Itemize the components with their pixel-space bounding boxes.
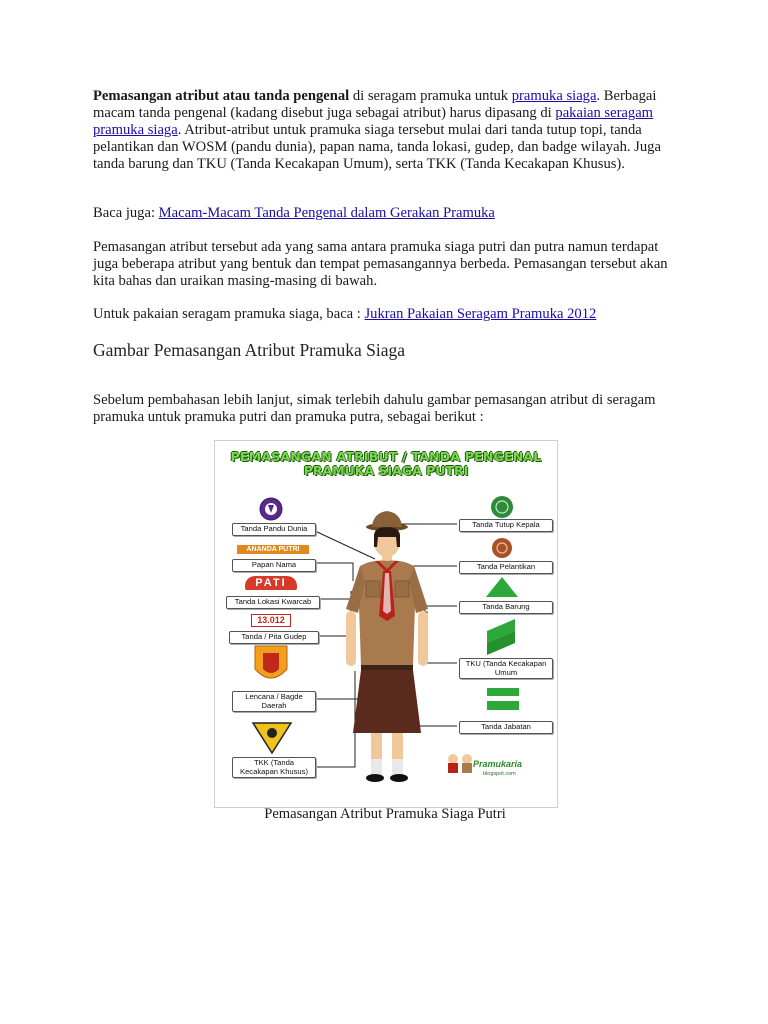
label-tanda-tutup-kepala: Tanda Tutup Kepala xyxy=(459,519,553,532)
label-tanda-pandu-dunia: Tanda Pandu Dunia xyxy=(232,523,316,536)
tag-gudep-number: 13.012 xyxy=(251,614,291,627)
label-tanda-lokasi-kwarcab: Tanda Lokasi Kwarcab xyxy=(226,596,320,609)
link-pakaian-seragam[interactable]: pakaian seragam pramuka siaga xyxy=(93,105,654,138)
intro-text-1: di seragam pramuka untuk xyxy=(349,88,512,104)
label-tanda-barung: Tanda Barung xyxy=(459,601,553,614)
tag-papan-nama: ANANDA PUTRI xyxy=(237,545,309,554)
read-also-paragraph xyxy=(93,205,683,222)
label-tanda-jabatan: Tanda Jabatan xyxy=(459,721,553,734)
label-tkk: TKK (Tanda Kecakapan Khusus) xyxy=(232,757,316,778)
uniform-paragraph xyxy=(93,306,683,323)
uniform-label: Untuk pakaian seragam pramuka siaga, baca : xyxy=(93,306,365,322)
link-jukran[interactable]: Jukran Pakaian Seragam Pramuka 2012 xyxy=(364,306,597,322)
description-paragraph: Pemasangan atribut tersebut ada yang sama antara pramuka siaga putri dan putra namun terdapat juga beberapa atribut yang bentuk dan tempat pemasangannya berbeda. Pemasangan tersebut akan kita bahas dan uraikan masing-masing di bawah. xyxy=(93,239,668,289)
label-tanda-pita-gudep: Tanda / Pita Gudep xyxy=(229,631,319,644)
intro-bold-lead: Pemasangan atribut atau tanda pengenal xyxy=(93,88,350,104)
label-tku: TKU (Tanda Kecakapan Umum xyxy=(459,658,553,679)
pramukaria-logo-subtext: blogspot.com xyxy=(483,771,516,777)
intro-text-3: . Atribut-atribut untuk pramuka siaga tersebut mulai dari tanda tutup topi, tanda pelantikan dan WOSM (pandu dunia), papan nama, tanda lokasi, gudep, dan badge wilayah. Juga tanda barung dan TKU (Tanda Kecakapan Umum), serta TKK (Tanda Kecakapan Khusus). xyxy=(93,122,661,172)
label-tanda-pelantikan: Tanda Pelantikan xyxy=(459,561,553,574)
tag-pati: PATI xyxy=(245,576,297,590)
figure-banner-line1: PEMASANGAN ATRIBUT / TANDA PENGENAL xyxy=(230,449,542,464)
pramukaria-logo-text: Pramukaria xyxy=(473,759,523,769)
link-pramuka-siaga[interactable]: pramuka siaga xyxy=(511,88,597,104)
intro-paragraph xyxy=(93,88,683,173)
figure-caption: Pemasangan Atribut Pramuka Siaga Putri xyxy=(264,806,506,822)
section-heading: Gambar Pemasangan Atribut Pramuka Siaga xyxy=(93,340,406,360)
read-also-label: Baca juga: xyxy=(93,205,159,221)
figure-banner-line2: PRAMUKA SIAGA PUTRI xyxy=(303,463,469,478)
pre-figure-paragraph: Sebelum pembahasan lebih lanjut, simak terlebih dahulu gambar pemasangan atribut di seragam pramuka untuk pramuka putri dan pramuka putra, sebagai berikut : xyxy=(93,392,656,425)
link-macam-tanda[interactable]: Macam-Macam Tanda Pengenal dalam Gerakan Pramuka xyxy=(158,205,495,221)
label-papan-nama: Papan Nama xyxy=(232,559,316,572)
intro-text-2: . Berbagai macam tanda pengenal (kadang disebut juga sebagai atribut) harus dipasang di xyxy=(93,88,657,121)
label-lencana-bagde-daerah: Lencana / Bagde Daerah xyxy=(232,691,316,712)
attribute-figure xyxy=(214,440,558,808)
